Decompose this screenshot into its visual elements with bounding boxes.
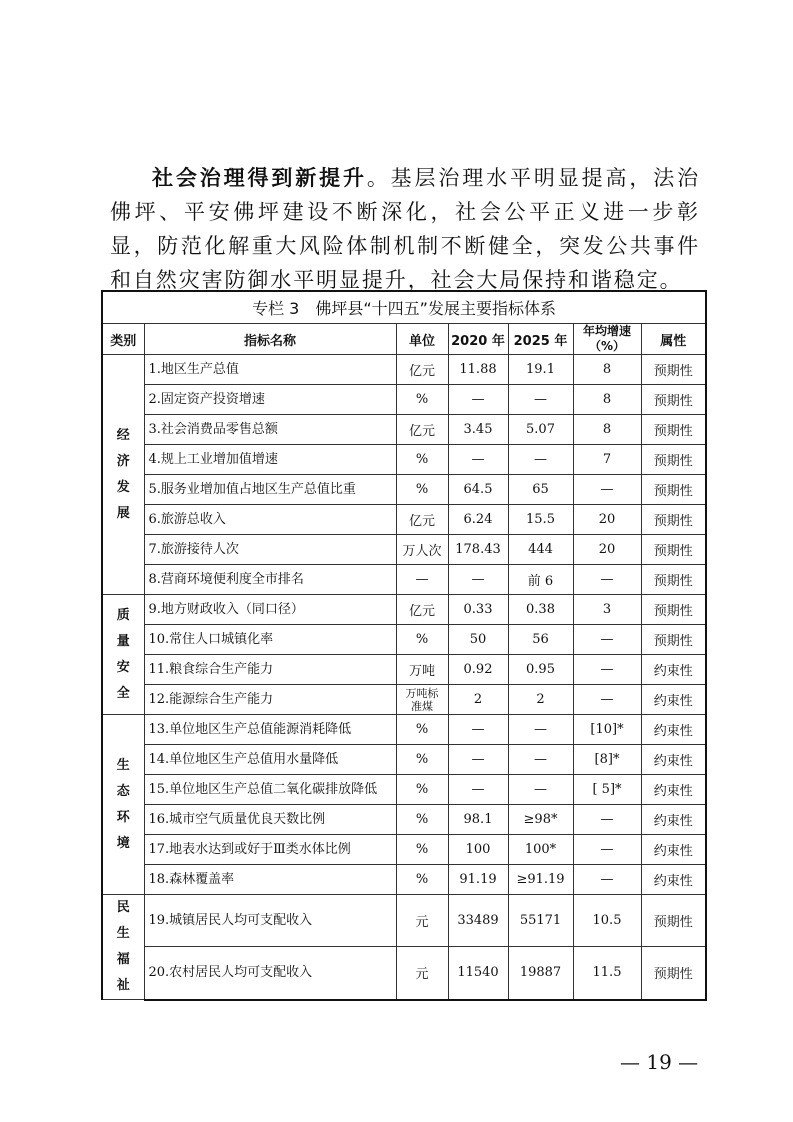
value-2025-cell: 19887: [508, 947, 573, 1000]
growth-cell: 8: [573, 415, 641, 445]
indicator-name-cell: 10.常住人口城镇化率: [144, 625, 396, 655]
table-row: [102, 565, 706, 595]
value-2020-cell: 33489: [448, 895, 508, 947]
unit-cell: %: [396, 385, 448, 415]
growth-cell: 7: [573, 445, 641, 475]
indicator-name-cell: 1.地区生产总值: [144, 355, 396, 385]
growth-cell: —: [573, 475, 641, 505]
indicator-table-container: [101, 290, 705, 1001]
unit-cell: %: [396, 475, 448, 505]
attribute-cell: 预期性: [641, 385, 706, 415]
growth-cell: —: [573, 655, 641, 685]
unit-cell: 元: [396, 895, 448, 947]
attribute-cell: 约束性: [641, 655, 706, 685]
table-header-row: [102, 324, 706, 355]
table-row: [102, 475, 706, 505]
growth-cell: [8]*: [573, 745, 641, 775]
value-2025-cell: 2: [508, 685, 573, 715]
indicator-name-cell: 13.单位地区生产总值能源消耗降低: [144, 715, 396, 745]
value-2020-cell: 11.88: [448, 355, 508, 385]
attribute-cell: 预期性: [641, 595, 706, 625]
header-unit: 单位: [396, 324, 448, 355]
indicator-name-cell: 2.固定资产投资增速: [144, 385, 396, 415]
growth-cell: 11.5: [573, 947, 641, 1000]
indicator-name-cell: 3.社会消费品零售总额: [144, 415, 396, 445]
value-2020-cell: 0.33: [448, 595, 508, 625]
unit-cell: —: [396, 565, 448, 595]
value-2025-cell: —: [508, 745, 573, 775]
unit-cell: %: [396, 775, 448, 805]
attribute-cell: 约束性: [641, 715, 706, 745]
table-row: [102, 865, 706, 895]
table-title-row: [102, 291, 706, 324]
indicator-name-cell: 15.单位地区生产总值二氧化碳排放降低: [144, 775, 396, 805]
value-2020-cell: 178.43: [448, 535, 508, 565]
value-2020-cell: —: [448, 745, 508, 775]
value-2025-cell: 444: [508, 535, 573, 565]
growth-cell: —: [573, 865, 641, 895]
value-2020-cell: 2: [448, 685, 508, 715]
indicator-name-cell: 17.地表水达到或好于Ⅲ类水体比例: [144, 835, 396, 865]
value-2020-cell: 91.19: [448, 865, 508, 895]
growth-cell: 10.5: [573, 895, 641, 947]
indicator-name-cell: 8.营商环境便利度全市排名: [144, 565, 396, 595]
value-2025-cell: 56: [508, 625, 573, 655]
unit-cell: %: [396, 865, 448, 895]
growth-cell: [ 5]*: [573, 775, 641, 805]
unit-cell: 万吨标准煤: [396, 685, 448, 715]
unit-cell: %: [396, 445, 448, 475]
attribute-cell: 预期性: [641, 445, 706, 475]
value-2020-cell: 100: [448, 835, 508, 865]
unit-cell: 亿元: [396, 355, 448, 385]
indicator-name-cell: 11.粮食综合生产能力: [144, 655, 396, 685]
growth-cell: 8: [573, 355, 641, 385]
header-2025: 2025 年: [508, 324, 573, 355]
indicator-name-cell: 20.农村居民人均可支配收入: [144, 947, 396, 1000]
value-2025-cell: 0.38: [508, 595, 573, 625]
table-row: [102, 535, 706, 565]
growth-cell: —: [573, 625, 641, 655]
growth-cell: —: [573, 805, 641, 835]
value-2020-cell: 64.5: [448, 475, 508, 505]
category-cell: 质量安全: [102, 595, 144, 715]
unit-cell: %: [396, 805, 448, 835]
table-row: [102, 895, 706, 947]
attribute-cell: 预期性: [641, 415, 706, 445]
growth-cell: 20: [573, 505, 641, 535]
value-2020-cell: —: [448, 385, 508, 415]
unit-cell: 亿元: [396, 595, 448, 625]
indicator-name-cell: 19.城镇居民人均可支配收入: [144, 895, 396, 947]
value-2025-cell: 前 6: [508, 565, 573, 595]
value-2025-cell: 15.5: [508, 505, 573, 535]
table-row: [102, 445, 706, 475]
unit-cell: %: [396, 625, 448, 655]
table-title: 专栏 3 佛坪县“十四五”发展主要指标体系: [102, 291, 706, 324]
category-cell: 民生福祉: [102, 895, 144, 1000]
value-2020-cell: 98.1: [448, 805, 508, 835]
table-row: [102, 685, 706, 715]
paragraph-lead: 社会治理得到新提升: [152, 165, 367, 190]
value-2025-cell: 65: [508, 475, 573, 505]
attribute-cell: 预期性: [641, 475, 706, 505]
attribute-cell: 约束性: [641, 835, 706, 865]
value-2020-cell: 3.45: [448, 415, 508, 445]
attribute-cell: 预期性: [641, 505, 706, 535]
unit-cell: %: [396, 835, 448, 865]
table-row: [102, 715, 706, 745]
attribute-cell: 约束性: [641, 745, 706, 775]
indicator-name-cell: 6.旅游总收入: [144, 505, 396, 535]
unit-cell: %: [396, 715, 448, 745]
table-row: [102, 385, 706, 415]
value-2020-cell: 50: [448, 625, 508, 655]
value-2025-cell: —: [508, 445, 573, 475]
table-row: [102, 835, 706, 865]
table-row: [102, 775, 706, 805]
growth-cell: —: [573, 685, 641, 715]
value-2020-cell: —: [448, 445, 508, 475]
header-annual-growth: 年均增速（%）: [573, 324, 641, 355]
attribute-cell: 预期性: [641, 565, 706, 595]
value-2025-cell: 19.1: [508, 355, 573, 385]
table-row: [102, 655, 706, 685]
attribute-cell: 预期性: [641, 947, 706, 1000]
value-2025-cell: ≥91.19: [508, 865, 573, 895]
attribute-cell: 预期性: [641, 895, 706, 947]
value-2025-cell: —: [508, 775, 573, 805]
table-row: [102, 947, 706, 1000]
value-2025-cell: ≥98*: [508, 805, 573, 835]
intro-paragraph: [110, 161, 700, 297]
indicator-table: [101, 290, 707, 1001]
growth-cell: [10]*: [573, 715, 641, 745]
attribute-cell: 预期性: [641, 625, 706, 655]
header-attribute: 属性: [641, 324, 706, 355]
growth-cell: 20: [573, 535, 641, 565]
value-2020-cell: 6.24: [448, 505, 508, 535]
header-category: 类别: [102, 324, 144, 355]
attribute-cell: 约束性: [641, 775, 706, 805]
table-row: [102, 415, 706, 445]
indicator-name-cell: 18.森林覆盖率: [144, 865, 396, 895]
value-2020-cell: —: [448, 565, 508, 595]
unit-cell: 万吨: [396, 655, 448, 685]
unit-cell: 万人次: [396, 535, 448, 565]
header-2020: 2020 年: [448, 324, 508, 355]
value-2025-cell: 0.95: [508, 655, 573, 685]
paragraph-body: 。基层治理水平明显提高，法治佛坪、平安佛坪建设不断深化，社会公平正义进一步彰显，防范化解重大风险体制机制不断健全，突发公共事件和自然灾害防御水平明显提升，社会大局保持和谐稳定。: [110, 166, 700, 292]
value-2025-cell: 5.07: [508, 415, 573, 445]
unit-cell: 亿元: [396, 415, 448, 445]
table-row: [102, 505, 706, 535]
attribute-cell: 约束性: [641, 805, 706, 835]
unit-cell: %: [396, 745, 448, 775]
growth-cell: —: [573, 565, 641, 595]
value-2025-cell: —: [508, 385, 573, 415]
value-2020-cell: —: [448, 775, 508, 805]
header-indicator-name: 指标名称: [144, 324, 396, 355]
table-row: [102, 355, 706, 385]
page-number: — 19 —: [620, 1050, 699, 1074]
unit-cell: 亿元: [396, 505, 448, 535]
table-row: [102, 625, 706, 655]
attribute-cell: 预期性: [641, 535, 706, 565]
growth-cell: —: [573, 835, 641, 865]
indicator-name-cell: 9.地方财政收入（同口径）: [144, 595, 396, 625]
value-2020-cell: 11540: [448, 947, 508, 1000]
indicator-name-cell: 16.城市空气质量优良天数比例: [144, 805, 396, 835]
attribute-cell: 约束性: [641, 865, 706, 895]
indicator-name-cell: 5.服务业增加值占地区生产总值比重: [144, 475, 396, 505]
value-2020-cell: —: [448, 715, 508, 745]
growth-cell: 3: [573, 595, 641, 625]
attribute-cell: 预期性: [641, 355, 706, 385]
value-2020-cell: 0.92: [448, 655, 508, 685]
unit-cell: 元: [396, 947, 448, 1000]
indicator-name-cell: 14.单位地区生产总值用水量降低: [144, 745, 396, 775]
value-2025-cell: 55171: [508, 895, 573, 947]
value-2025-cell: 100*: [508, 835, 573, 865]
attribute-cell: 约束性: [641, 685, 706, 715]
indicator-name-cell: 7.旅游接待人次: [144, 535, 396, 565]
growth-cell: 8: [573, 385, 641, 415]
category-cell: 生态环境: [102, 715, 144, 895]
category-cell: 经济发展: [102, 355, 144, 595]
indicator-name-cell: 4.规上工业增加值增速: [144, 445, 396, 475]
table-row: [102, 595, 706, 625]
value-2025-cell: —: [508, 715, 573, 745]
indicator-name-cell: 12.能源综合生产能力: [144, 685, 396, 715]
table-row: [102, 805, 706, 835]
table-row: [102, 745, 706, 775]
